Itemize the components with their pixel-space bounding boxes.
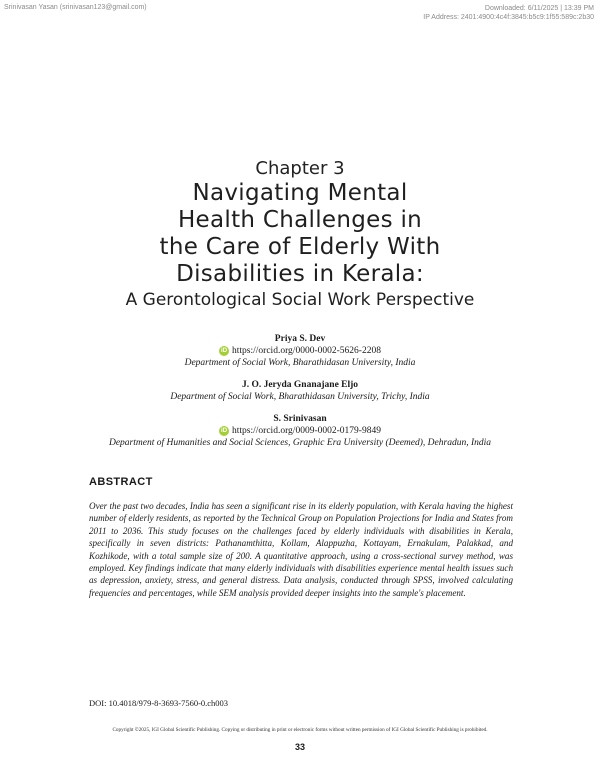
author-name: Priya S. Dev <box>274 334 326 344</box>
download-date: Downloaded: 6/11/2025 | 13:39 PM <box>484 5 594 12</box>
author-name: S. Srinivasan <box>273 414 327 424</box>
chapter-title-line: Health Challenges in <box>177 207 423 233</box>
copyright-notice: Copyright ©2025, IGI Global Scientific Publishing. Copying or distributing in print or electronic forms without written permission of IGI Global Scientific Publishing is prohibited. <box>112 727 488 733</box>
ip-address: IP Address: 2401:4900:4c4f:3845:b5c9:1f55:589c:2b30 <box>423 14 594 21</box>
download-info-stamp <box>423 4 594 22</box>
doi: DOI: 10.4018/979-8-3693-7560-0.ch003 <box>89 698 229 708</box>
chapter-label: Chapter 3 <box>255 158 345 179</box>
chapter-title-line: Navigating Mental <box>192 180 408 206</box>
orcid-url[interactable]: https://orcid.org/0009-0002-0179-9849 <box>232 426 381 436</box>
orcid-link[interactable] <box>0 345 600 357</box>
chapter-title-line: the Care of Elderly With <box>159 234 441 260</box>
orcid-url[interactable]: https://orcid.org/0000-0002-5626-2208 <box>232 346 381 356</box>
author-list <box>0 333 600 449</box>
page-number: 33 <box>294 742 305 752</box>
orcid-link[interactable] <box>0 425 600 437</box>
chapter-heading <box>0 158 600 311</box>
orcid-icon: iD <box>221 348 228 354</box>
author-affiliation: Department of Social Work, Bharathidasan University, Trichy, India <box>170 392 430 402</box>
orcid-icon: iD <box>221 428 228 434</box>
abstract-text: Over the past two decades, India has seen a significant rise in its elderly population, with Kerala having the highest number of elderly residents, as reported by the Technical Group on Population Projections for India and States from 2011 to 2036. This study focuses on the challenges faced by elderly individuals with disabilities in Kerala, specifically in seven districts: Pathanamthitta, Kollam, Alappuzha, Kottayam, Ernakulam, Palakkad, and Kozhikode, with a total sample size of 200. A quantitative approach, using a cross-sectional survey method, was employed. Key findings indicate that many elderly individuals with disabilities experience mental health issues such as depression, anxiety, stress, and general distress. Data analysis, conducted through SPSS, involved calculating frequencies and percentages, while SEM analysis provided deeper insights into the sample's placement. <box>89 501 513 598</box>
chapter-title-line: Disabilities in Kerala: <box>176 261 424 287</box>
author-name: J. O. Jeryda Gnanajane Eljo <box>241 380 359 390</box>
chapter-subtitle: A Gerontological Social Work Perspective <box>125 290 475 310</box>
author-affiliation: Department of Humanities and Social Sciences, Graphic Era University (Deemed), Dehradun, India <box>108 438 492 448</box>
author-affiliation: Department of Social Work, Bharathidasan University, India <box>184 358 416 368</box>
download-user-stamp: Srinivasan Yasan (srinivasan123@gmail.com) <box>4 4 147 11</box>
abstract-heading: ABSTRACT <box>89 476 153 488</box>
